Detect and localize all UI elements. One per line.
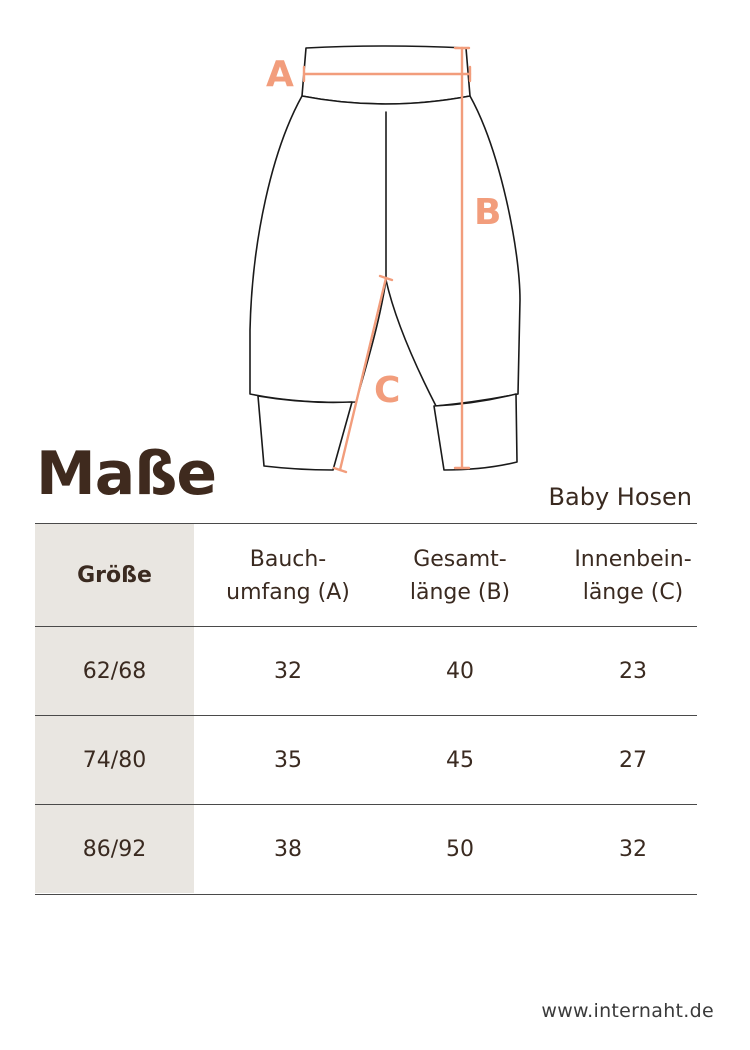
cell-waist: 35	[274, 748, 302, 773]
cell-waist: 32	[274, 659, 302, 684]
table-row	[35, 715, 697, 805]
website-url: www.internaht.de	[541, 1000, 714, 1022]
header-inseam: Innenbein- länge (C)	[574, 546, 692, 605]
cell-size: 86/92	[82, 837, 147, 862]
cell-inseam: 32	[619, 837, 647, 862]
label-a: A	[266, 54, 294, 95]
cell-waist: 38	[274, 837, 302, 862]
header-waist: Bauch- umfang (A)	[226, 546, 350, 605]
table-header-row	[35, 523, 697, 627]
cell-total-length: 50	[446, 837, 474, 862]
left-cuff	[258, 396, 352, 470]
page-subtitle: Baby Hosen	[548, 483, 692, 511]
cell-size: 74/80	[82, 748, 147, 773]
cell-total-length: 40	[446, 659, 474, 684]
cell-total-length: 45	[446, 748, 474, 773]
cell-size: 62/68	[82, 659, 147, 684]
page-title: Maße	[36, 439, 217, 509]
label-c: C	[374, 370, 401, 411]
pants-body	[250, 96, 520, 406]
cell-inseam: 27	[619, 748, 647, 773]
right-cuff	[434, 394, 517, 470]
label-b: B	[474, 192, 502, 233]
header-total-length: Gesamt- länge (B)	[409, 546, 511, 605]
baby-pants-diagram	[0, 0, 750, 480]
table-row	[35, 626, 697, 716]
cell-inseam: 23	[619, 659, 647, 684]
table-row	[35, 804, 697, 895]
header-size: Größe	[77, 563, 152, 588]
